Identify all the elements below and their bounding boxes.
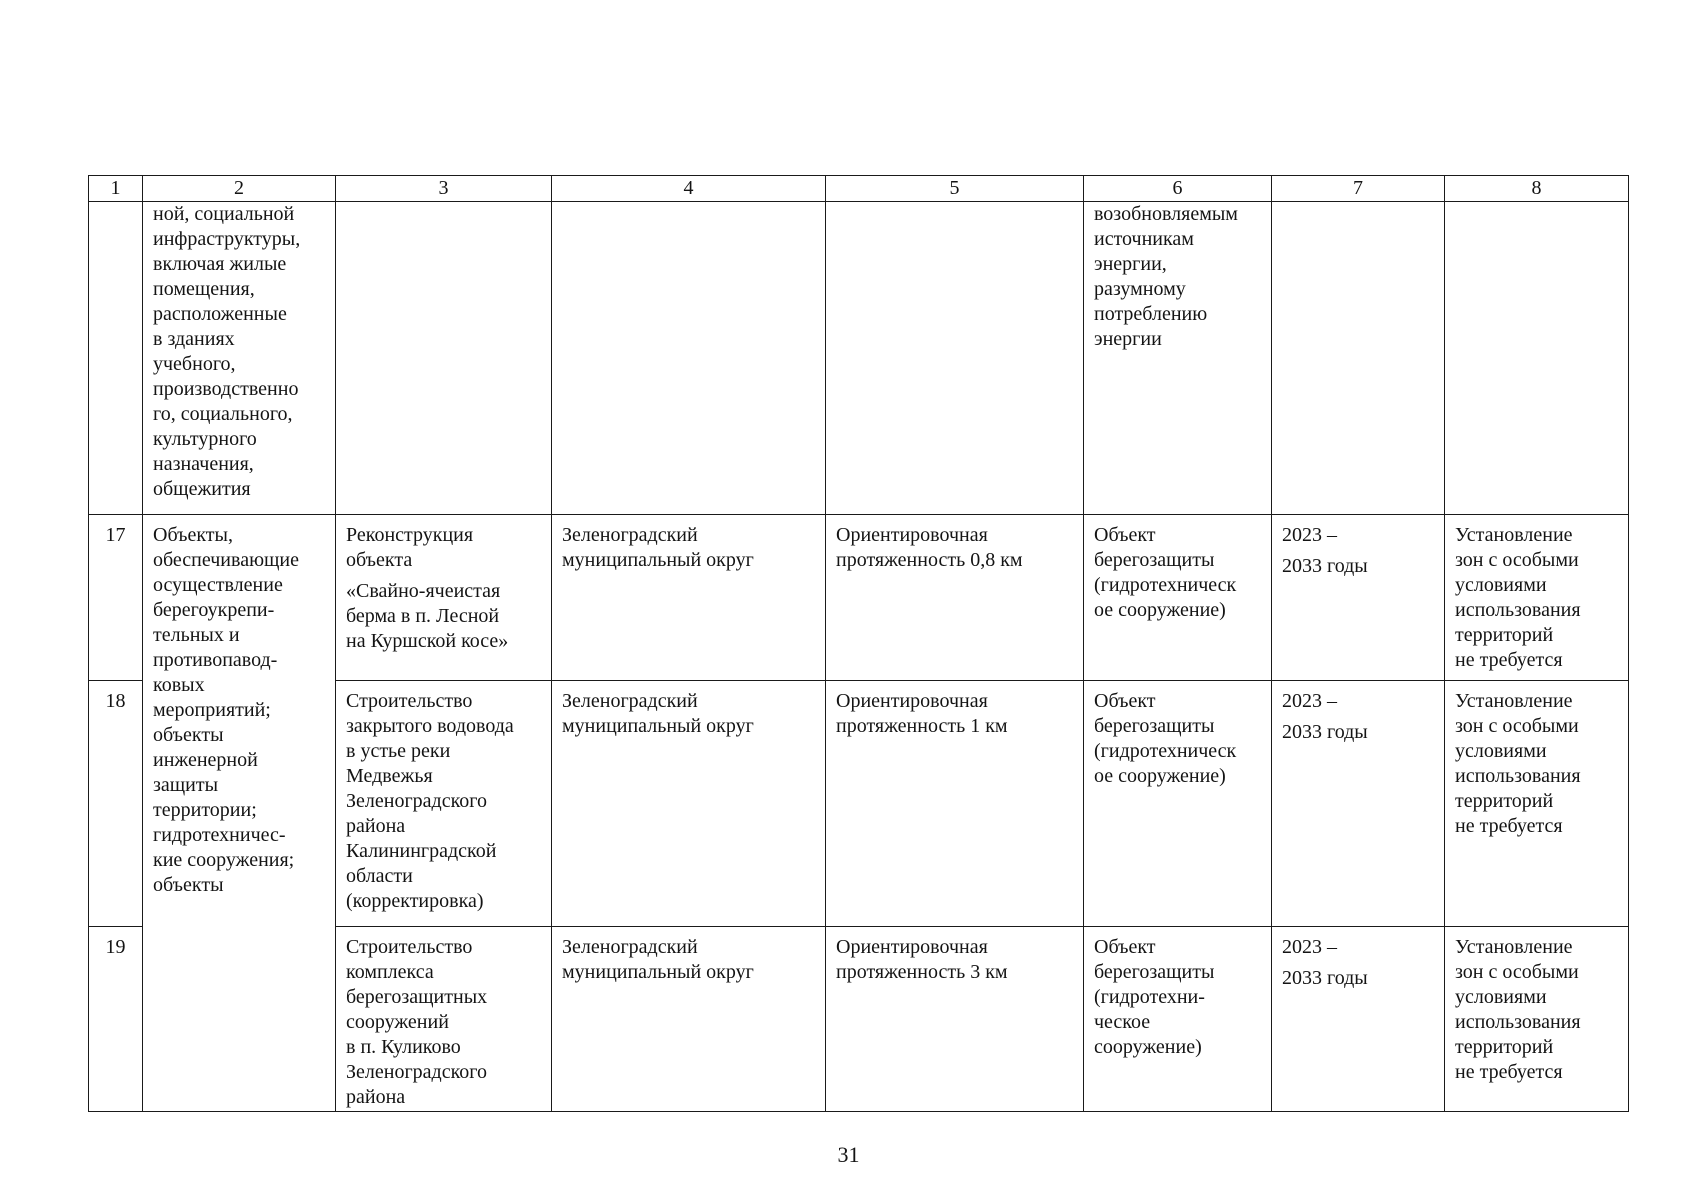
- cell-text-line: расположенные: [153, 303, 287, 325]
- cell-text-line: Ориентировочная: [836, 936, 988, 958]
- cell-text-line: объекты: [153, 874, 224, 896]
- table-row: [89, 515, 1629, 681]
- cell-text-line: (гидротехническ: [1094, 740, 1237, 762]
- cell-text-line: го, социального,: [153, 403, 293, 425]
- cell-text-line: энергии: [1094, 328, 1162, 350]
- cell-text-line: общежития: [153, 478, 251, 500]
- cell-text-line: берегозащитных: [346, 986, 488, 1008]
- header-col-2: 2: [143, 176, 336, 202]
- cell-text-line: потреблению: [1094, 303, 1208, 325]
- cell-purpose: [1084, 515, 1272, 681]
- cell-text-line: осуществление: [153, 574, 283, 596]
- cell-text-line: Зеленоградский: [562, 690, 698, 712]
- cell-text-line: в зданиях: [153, 328, 235, 350]
- cell-text-line: тельных и: [153, 624, 240, 646]
- cell-text-line: территорий: [1455, 790, 1554, 812]
- cell-location: [552, 681, 826, 927]
- cell-characteristics: [826, 681, 1084, 927]
- cell-text-line: Строительство: [346, 936, 473, 958]
- cell-num: [89, 202, 143, 515]
- cell-text-line: 2023 –: [1282, 936, 1337, 958]
- cell-text-line: не требуется: [1455, 815, 1563, 837]
- cell-text-line: инфраструктуры,: [153, 228, 301, 250]
- cell-text-line: Установление: [1455, 524, 1573, 546]
- row-number: 18: [89, 681, 143, 927]
- cell-text-line: возобновляемым: [1094, 203, 1238, 225]
- cell-text-line: берегоукрепи-: [153, 599, 275, 621]
- row-number: 17: [89, 515, 143, 681]
- cell-text-line: ковых: [153, 674, 205, 696]
- cell-object-name: [336, 927, 552, 1112]
- cell-text-line: берегозащиты: [1094, 715, 1215, 737]
- cell-text-line: зон с особыми: [1455, 715, 1579, 737]
- cell-text-line: муниципальный округ: [562, 715, 754, 737]
- cell-text-line: инженерной: [153, 749, 258, 771]
- cell-text-line: в устье реки: [346, 740, 451, 762]
- cell-text-line: Зеленоградского: [346, 790, 487, 812]
- cell-text-line: района: [346, 1086, 406, 1108]
- cell-text-line: условиями: [1455, 740, 1547, 762]
- cell-text-line: Установление: [1455, 936, 1573, 958]
- cell-text-line: «Свайно-ячеистая: [346, 580, 501, 602]
- cell-empty: [336, 202, 552, 515]
- cell-text-line: 2033 годы: [1282, 967, 1368, 989]
- cell-zones: [1445, 927, 1629, 1112]
- cell-text-line: зон с особыми: [1455, 549, 1579, 571]
- cell-purpose: [1084, 927, 1272, 1112]
- header-col-6: 6: [1084, 176, 1272, 202]
- cell-text-line: сооружение): [1094, 1036, 1202, 1058]
- cell-text-line: муниципальный округ: [562, 549, 754, 571]
- cell-object-type-continued: [143, 202, 336, 515]
- cell-text-line: ческое: [1094, 1011, 1151, 1033]
- cell-text-line: (корректировка): [346, 890, 484, 912]
- cell-text-line: Строительство: [346, 690, 473, 712]
- cell-zones: [1445, 681, 1629, 927]
- cell-text-line: использования: [1455, 1011, 1581, 1033]
- cell-text-line: 2033 годы: [1282, 721, 1368, 743]
- cell-characteristics: [826, 927, 1084, 1112]
- cell-text-line: Зеленоградский: [562, 524, 698, 546]
- cell-text-line: использования: [1455, 599, 1581, 621]
- cell-period: [1272, 515, 1445, 681]
- cell-object-type: [143, 515, 336, 1112]
- cell-text-line: территорий: [1455, 1036, 1554, 1058]
- cell-text-line: муниципальный округ: [562, 961, 754, 983]
- page-number: 31: [837, 1142, 860, 1167]
- cell-text-line: 2023 –: [1282, 524, 1337, 546]
- cell-text-line: Зеленоградский: [562, 936, 698, 958]
- cell-text-line: ое сооружение): [1094, 765, 1226, 787]
- cell-text-line: берегозащиты: [1094, 961, 1215, 983]
- cell-text-line: источникам: [1094, 228, 1194, 250]
- header-col-5: 5: [826, 176, 1084, 202]
- cell-empty: [552, 202, 826, 515]
- table-row-continuation: [89, 202, 1629, 515]
- cell-text-line: условиями: [1455, 574, 1547, 596]
- cell-text-line: объекта: [346, 549, 413, 571]
- cell-text-line: области: [346, 865, 413, 887]
- cell-text-line: гидротехничес-: [153, 824, 286, 846]
- cell-text-line: включая жилые: [153, 253, 287, 275]
- cell-purpose: [1084, 681, 1272, 927]
- cell-text-line: протяженность 0,8 км: [836, 549, 1023, 571]
- cell-text-line: ое сооружение): [1094, 599, 1226, 621]
- cell-text-line: комплекса: [346, 961, 434, 983]
- cell-object-name: [336, 515, 552, 681]
- cell-text-line: 2023 –: [1282, 690, 1337, 712]
- cell-text-line: защиты: [153, 774, 219, 796]
- cell-empty: [1445, 202, 1629, 515]
- cell-text-line: района: [346, 815, 406, 837]
- cell-text-line: зон с особыми: [1455, 961, 1579, 983]
- header-col-7: 7: [1272, 176, 1445, 202]
- cell-text-line: назначения,: [153, 453, 254, 475]
- table-header-row: [89, 176, 1629, 202]
- cell-text-line: протяженность 1 км: [836, 715, 1008, 737]
- cell-text-line: Объект: [1094, 690, 1156, 712]
- cell-zones: [1445, 515, 1629, 681]
- cell-object-name: [336, 681, 552, 927]
- header-col-3: 3: [336, 176, 552, 202]
- cell-text-line: условиями: [1455, 986, 1547, 1008]
- document-table: [88, 175, 1629, 1112]
- cell-text-line: Объект: [1094, 524, 1156, 546]
- cell-text-line: помещения,: [153, 278, 255, 300]
- cell-text-line: кие сооружения;: [153, 849, 295, 871]
- cell-text-line: Ориентировочная: [836, 524, 988, 546]
- cell-text-line: на Куршской косе»: [346, 630, 509, 652]
- cell-text-line: разумному: [1094, 278, 1186, 300]
- cell-text-line: (гидротехническ: [1094, 574, 1237, 596]
- cell-text-line: территории;: [153, 799, 257, 821]
- cell-text-line: (гидротехни-: [1094, 986, 1205, 1008]
- cell-text-line: в п. Куликово: [346, 1036, 461, 1058]
- cell-text-line: мероприятий;: [153, 699, 271, 721]
- cell-text-line: учебного,: [153, 353, 236, 375]
- cell-text-line: Объекты,: [153, 524, 233, 546]
- cell-text-line: 2033 годы: [1282, 555, 1368, 577]
- cell-location: [552, 927, 826, 1112]
- cell-text-line: энергии,: [1094, 253, 1167, 275]
- cell-text-line: противопавод-: [153, 649, 278, 671]
- cell-period: [1272, 927, 1445, 1112]
- cell-text-line: обеспечивающие: [153, 549, 299, 571]
- cell-text-line: использования: [1455, 765, 1581, 787]
- cell-text-line: объекты: [153, 724, 224, 746]
- cell-purpose-continued: [1084, 202, 1272, 515]
- header-col-1: 1: [89, 176, 143, 202]
- header-col-8: 8: [1445, 176, 1629, 202]
- cell-text-line: протяженность 3 км: [836, 961, 1008, 983]
- cell-text-line: закрытого водовода: [346, 715, 514, 737]
- cell-empty: [1272, 202, 1445, 515]
- cell-location: [552, 515, 826, 681]
- cell-text-line: ной, социальной: [153, 203, 295, 225]
- cell-text-line: берегозащиты: [1094, 549, 1215, 571]
- cell-text-line: не требуется: [1455, 1061, 1563, 1083]
- cell-period: [1272, 681, 1445, 927]
- cell-text-line: производственно: [153, 378, 299, 400]
- cell-text-line: Объект: [1094, 936, 1156, 958]
- cell-characteristics: [826, 515, 1084, 681]
- cell-empty: [826, 202, 1084, 515]
- cell-text-line: культурного: [153, 428, 257, 450]
- cell-text-line: сооружений: [346, 1011, 449, 1033]
- row-number: 19: [89, 927, 143, 1112]
- cell-text-line: берма в п. Лесной: [346, 605, 500, 627]
- cell-text-line: Медвежья: [346, 765, 433, 787]
- cell-text-line: территорий: [1455, 624, 1554, 646]
- cell-text-line: Установление: [1455, 690, 1573, 712]
- cell-text-line: Ориентировочная: [836, 690, 988, 712]
- cell-text-line: Калининградской: [346, 840, 497, 862]
- cell-text-line: Зеленоградского: [346, 1061, 487, 1083]
- cell-text-line: Реконструкция: [346, 524, 474, 546]
- header-col-4: 4: [552, 176, 826, 202]
- cell-text-line: не требуется: [1455, 649, 1563, 671]
